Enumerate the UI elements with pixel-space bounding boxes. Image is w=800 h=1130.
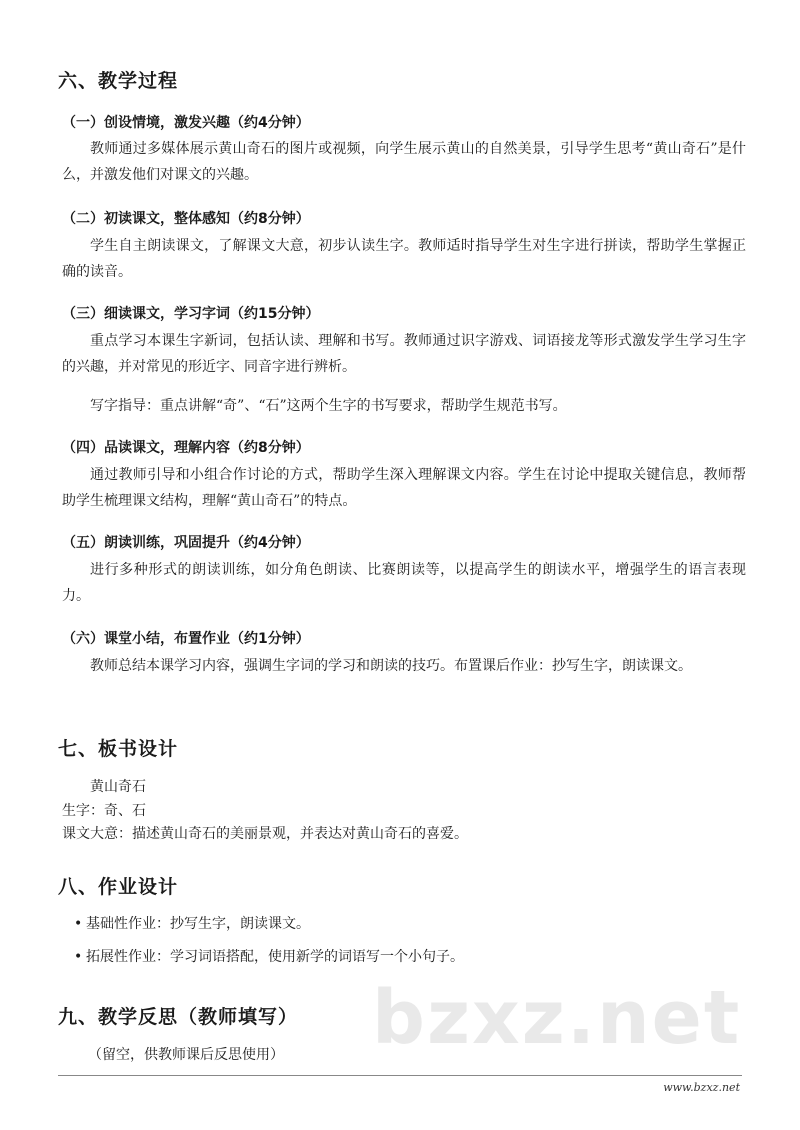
step6-paragraph: 教师总结本课学习内容，强调生字词的学习和朗读的技巧。布置课后作业：抄写生字，朗读课文。	[90, 658, 692, 674]
footer-url: www.bzxz.net	[663, 1081, 740, 1094]
step5-heading: （五）朗读训练，巩固提升（约4分钟）	[62, 535, 310, 551]
homework-item	[74, 913, 310, 933]
board-title: 黄山奇石	[90, 779, 146, 795]
bullet-icon: •	[74, 916, 83, 932]
homework-item	[74, 946, 464, 966]
step1-heading: （一）创设情境，激发兴趣（约4分钟）	[62, 115, 310, 131]
homework-item-text: 基础性作业：抄写生字，朗读课文。	[86, 916, 310, 932]
watermark-logo: bzxz.net	[372, 975, 742, 1061]
reflection-note: （留空，供教师课后反思使用）	[88, 1047, 284, 1063]
step4-heading: （四）品读课文，理解内容（约8分钟）	[62, 440, 310, 456]
bullet-icon: •	[74, 949, 83, 965]
step4-paragraph: 通过教师引导和小组合作讨论的方式，帮助学生深入理解课文内容。学生在讨论中提取关键信息，教师帮助学生梳理课文结构，理解“黄山奇石”的特点。	[62, 467, 746, 509]
step6-heading: （六）课堂小结，布置作业（约1分钟）	[62, 631, 310, 647]
step3-writing-guide: 写字指导：重点讲解“奇”、“石”这两个生字的书写要求，帮助学生规范书写。	[90, 398, 567, 414]
step5-paragraph: 进行多种形式的朗读训练，如分角色朗读、比赛朗读等，以提高学生的朗读水平，增强学生的语言表现力。	[62, 562, 746, 604]
step2-heading: （二）初读课文，整体感知（约8分钟）	[62, 211, 310, 227]
section6-title: 六、教学过程	[58, 70, 179, 92]
section9-title: 九、教学反思（教师填写）	[58, 1006, 299, 1028]
board-new-chars: 生字：奇、石	[62, 803, 146, 819]
step2-paragraph: 学生自主朗读课文，了解课文大意，初步认读生字。教师适时指导学生对生字进行拼读，帮助学生掌握正确的读音。	[62, 238, 746, 280]
step3-heading: （三）细读课文，学习字词（约15分钟）	[62, 306, 320, 322]
footer-divider	[58, 1075, 742, 1076]
section7-title: 七、板书设计	[58, 738, 179, 760]
section8-title: 八、作业设计	[58, 876, 179, 898]
board-summary: 课文大意：描述黄山奇石的美丽景观，并表达对黄山奇石的喜爱。	[62, 826, 468, 842]
step3-paragraph: 重点学习本课生字新词，包括认读、理解和书写。教师通过识字游戏、词语接龙等形式激发学生学习生字的兴趣，并对常见的形近字、同音字进行辨析。	[62, 333, 746, 375]
homework-item-text: 拓展性作业：学习词语搭配，使用新学的词语写一个小句子。	[86, 949, 464, 965]
step1-paragraph: 教师通过多媒体展示黄山奇石的图片或视频，向学生展示黄山的自然美景，引导学生思考“黄山奇石”是什么，并激发他们对课文的兴趣。	[62, 141, 746, 183]
